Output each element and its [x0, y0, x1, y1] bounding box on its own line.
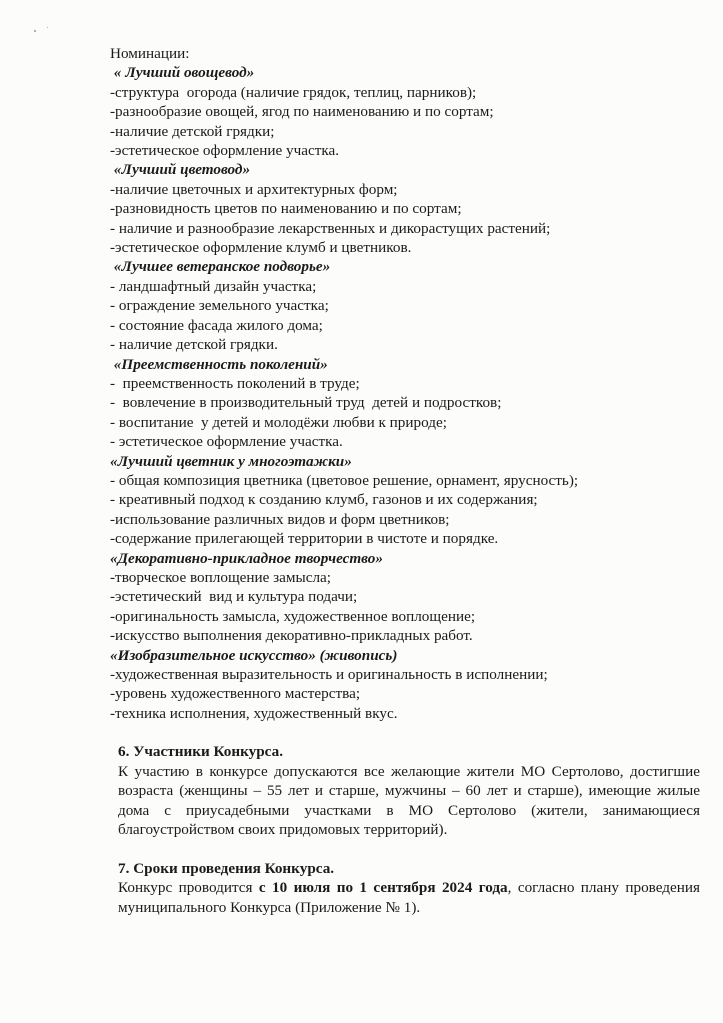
- criterion-item: -уровень художественного мастерства;: [110, 685, 361, 703]
- nomination-block-crafts: [110, 549, 700, 646]
- nomination-title: «Преемственность поколений»: [110, 355, 328, 373]
- section-dates: [110, 859, 700, 918]
- scan-speck: [34, 30, 36, 32]
- section-title: 7. Сроки проведения Конкурса.: [118, 860, 335, 877]
- criterion-item: - ландшафтный дизайн участка;: [110, 277, 317, 295]
- criterion-item: - эстетическое оформление участка.: [110, 433, 343, 451]
- nominations-heading: Номинации:: [110, 45, 190, 62]
- nomination-block-vegetable: [110, 63, 700, 160]
- dates-period: с 10 июля по 1 сентября 2024 года: [258, 879, 508, 897]
- criterion-item: -наличие цветочных и архитектурных форм;: [110, 180, 398, 198]
- criterion-item: -искусство выполнения декоративно-прикладных работ.: [110, 627, 473, 645]
- scan-speck: [47, 27, 48, 28]
- nomination-block-flowerbed: [110, 452, 700, 549]
- criterion-item: -творческое воплощение замысла;: [110, 568, 332, 586]
- criterion-item: -техника исполнения, художественный вкус.: [110, 704, 398, 722]
- criterion-item: - состояние фасада жилого дома;: [110, 316, 323, 334]
- criterion-item: -эстетическое оформление участка.: [110, 142, 340, 160]
- nomination-block-painting: [110, 646, 700, 724]
- criterion-item: -структура огорода (наличие грядок, теплиц, парников);: [110, 83, 477, 101]
- nomination-title: «Лучшее ветеранское подворье»: [110, 258, 331, 276]
- section-paragraph: К участию в конкурсе допускаются все желающие жители МО Сертолово, достигшие возраста (женщины – 55 лет и старше, мужчины – 60 лет и старше), имеющие жилые дома с приусадебными участками в МО Сертолово (жители, занимающиеся благоустройством своих придомовых территорий).: [118, 762, 700, 839]
- nomination-title: «Декоративно-прикладное творчество»: [110, 549, 383, 567]
- criterion-item: - наличие детской грядки.: [110, 336, 278, 354]
- dates-text-start: Конкурс проводится: [118, 879, 259, 897]
- nomination-block-generations: [110, 355, 700, 452]
- section-title: 6. Участники Конкурса.: [118, 743, 283, 761]
- criterion-item: -оригинальность замысла, художественное воплощение;: [110, 607, 476, 625]
- nomination-title: «Лучший цветник у многоэтажки»: [110, 452, 352, 470]
- criterion-item: - вовлечение в производительный труд детей и подростков;: [110, 394, 502, 412]
- criterion-item: - преемственность поколений в труде;: [110, 374, 360, 392]
- criterion-item: - общая композиция цветника (цветовое решение, орнамент, ярусность);: [110, 471, 579, 489]
- criterion-item: -разнообразие овощей, ягод по наименованию и по сортам;: [110, 103, 494, 121]
- criterion-item: - воспитание у детей и молодёжи любви к природе;: [110, 413, 447, 431]
- nomination-title: «Изобразительное искусство» (живопись): [110, 646, 398, 664]
- criterion-item: -эстетическое оформление клумб и цветников.: [110, 239, 412, 257]
- document-body: [110, 44, 700, 918]
- criterion-item: -эстетический вид и культура подачи;: [110, 588, 358, 606]
- criterion-item: - наличие и разнообразие лекарственных и дикорастущих растений;: [110, 219, 551, 237]
- criterion-item: - креативный подход к созданию клумб, газонов и их содержания;: [110, 491, 538, 509]
- nomination-title: «Лучший цветовод»: [110, 161, 251, 179]
- criterion-item: -художественная выразительность и оригинальность в исполнении;: [110, 666, 548, 683]
- criterion-item: -разновидность цветов по наименованию и по сортам;: [110, 200, 462, 218]
- criterion-item: -использование различных видов и форм цветников;: [110, 510, 450, 528]
- nomination-block-flower: [110, 160, 700, 257]
- criterion-item: -содержание прилегающей территории в чистоте и порядке.: [110, 530, 499, 548]
- criterion-item: -наличие детской грядки;: [110, 122, 275, 140]
- nomination-title: « Лучший овощевод»: [110, 64, 255, 82]
- nomination-block-veteran: [110, 257, 700, 354]
- dates-text-end: , согласно плану проведения муниципального Конкурса (Приложение № 1).: [118, 879, 700, 916]
- section-paragraph: [118, 878, 700, 917]
- section-participants: [110, 742, 700, 840]
- criterion-item: - ограждение земельного участка;: [110, 297, 329, 315]
